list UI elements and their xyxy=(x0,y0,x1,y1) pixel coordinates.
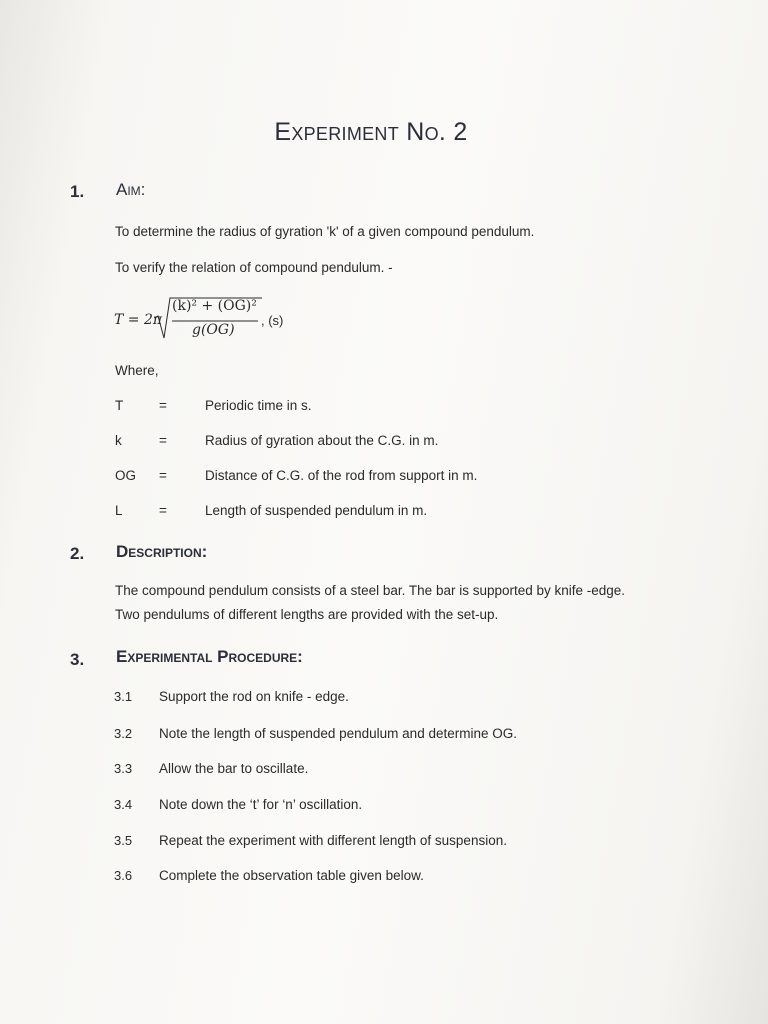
description-line-1: The compound pendulum consists of a steel bar. The bar is supported by knife -edge. xyxy=(115,583,626,598)
description-line-2: Two pendulums of different lengths are provided with the set-up. xyxy=(115,607,499,622)
definition-row xyxy=(0,503,768,523)
where-label: Where, xyxy=(115,363,159,378)
aim-section-title: Aim: xyxy=(116,180,146,199)
description-section-title: Description: xyxy=(116,542,208,561)
definition-equals: = xyxy=(159,468,167,483)
definition-row xyxy=(0,398,768,418)
definition-text: Periodic time in s. xyxy=(205,398,312,413)
definition-symbol: k xyxy=(115,433,122,448)
definition-row xyxy=(0,433,768,453)
formula-lhs: T = 2π xyxy=(114,312,163,328)
page-title: Experiment No. 2 xyxy=(274,118,468,146)
definition-row xyxy=(0,468,768,488)
step-number: 3.6 xyxy=(114,868,133,883)
step-text: Note the length of suspended pendulum and determine OG. xyxy=(159,726,517,741)
aim-line-2: To verify the relation of compound pendulum. - xyxy=(115,260,393,275)
definition-equals: = xyxy=(159,433,167,448)
step-number: 3.4 xyxy=(114,797,133,812)
procedure-section-title: Experimental Procedure: xyxy=(116,647,303,666)
definition-text: Length of suspended pendulum in m. xyxy=(205,503,428,518)
procedure-step xyxy=(0,868,768,888)
formula-numerator: (k)² + (OG)² xyxy=(172,298,257,314)
step-number: 3.3 xyxy=(114,761,133,776)
step-text: Note down the ‘t’ for ‘n’ oscillation. xyxy=(159,797,363,812)
procedure-step xyxy=(0,689,768,709)
description-section-number: 2. xyxy=(70,544,85,563)
definition-text: Distance of C.G. of the rod from support in m. xyxy=(205,468,478,483)
formula-unit: , (s) xyxy=(261,313,284,328)
definition-text: Radius of gyration about the C.G. in m. xyxy=(205,433,439,448)
step-text: Repeat the experiment with different length of suspension. xyxy=(159,833,507,848)
procedure-step xyxy=(0,833,768,853)
procedure-section-number: 3. xyxy=(70,650,85,669)
definition-equals: = xyxy=(159,398,167,413)
definition-symbol: OG xyxy=(115,468,137,483)
step-number: 3.1 xyxy=(114,689,133,704)
step-number: 3.5 xyxy=(114,833,133,848)
formula-denominator: g(OG) xyxy=(192,322,235,338)
step-text: Allow the bar to oscillate. xyxy=(159,761,309,776)
procedure-step xyxy=(0,797,768,817)
definition-equals: = xyxy=(159,503,167,518)
step-text: Support the rod on knife - edge. xyxy=(159,689,349,704)
procedure-step xyxy=(0,761,768,781)
step-text: Complete the observation table given below. xyxy=(159,868,424,883)
procedure-step xyxy=(0,726,768,746)
definition-symbol: L xyxy=(115,503,123,518)
step-number: 3.2 xyxy=(114,726,133,741)
aim-section-number: 1. xyxy=(70,182,85,201)
aim-line-1: To determine the radius of gyration 'k' of a given compound pendulum. xyxy=(115,224,535,239)
definition-symbol: T xyxy=(115,398,124,413)
